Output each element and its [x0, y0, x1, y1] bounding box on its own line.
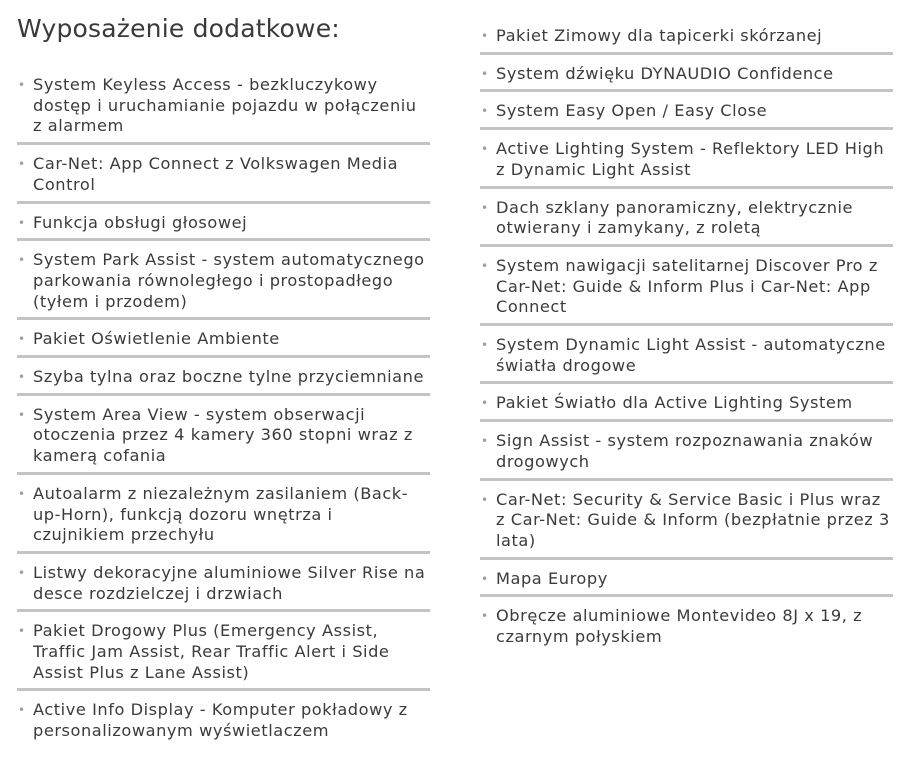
- equipment-item-text: Active Lighting System - Reflektory LED High z Dynamic Light Assist: [496, 139, 885, 179]
- equipment-item: [17, 691, 430, 746]
- equipment-list-left: [17, 66, 430, 747]
- equipment-item-text: Pakiet Światło dla Active Lighting System: [496, 393, 853, 413]
- bullet-icon: •: [481, 258, 489, 273]
- equipment-item: [480, 326, 893, 384]
- equipment-item-text: System Dynamic Light Assist - automatyczne światła drogowe: [496, 335, 886, 375]
- equipment-item-text: System Area View - system obserwacji otoczenia przez 4 kamery 360 stopni wraz z kamerą cofania: [33, 404, 413, 466]
- equipment-item: [17, 475, 430, 554]
- bullet-icon: •: [18, 78, 26, 92]
- equipment-item: [480, 92, 893, 130]
- equipment-item: [480, 189, 893, 247]
- equipment-item-text: Obręcze aluminiowe Montevideo 8J x 19, z czarnym połyskiem: [496, 606, 863, 647]
- equipment-item: [480, 247, 893, 326]
- bullet-icon: •: [481, 396, 489, 411]
- equipment-item: [17, 320, 430, 358]
- equipment-item-text: System Park Assist - system automatycznego parkowania równoległego i prostopadłego (tyłem i przodem): [33, 250, 425, 311]
- equipment-item-text: System dźwięku DYNAUDIO Confidence: [496, 63, 834, 83]
- equipment-item: [17, 204, 430, 242]
- equipment-item-text: Funkcja obsługi głosowej: [33, 212, 248, 232]
- equipment-item: [480, 130, 893, 188]
- bullet-icon: •: [18, 215, 26, 230]
- bullet-icon: •: [481, 142, 489, 157]
- equipment-item-text: Szyba tylna oraz boczne tylne przyciemniane: [33, 367, 424, 387]
- equipment-item-text: System nawigacji satelitarnej Discover Pro z Car-Net: Guide & Inform Plus i Car-Net: App Connect: [496, 255, 878, 317]
- equipment-item-text: System Easy Open / Easy Close: [496, 101, 768, 121]
- bullet-icon: •: [18, 486, 26, 501]
- bullet-icon: •: [18, 624, 26, 639]
- equipment-item-text: Active Info Display - Komputer pokładowy z personalizowanym wyświetlaczem: [33, 700, 408, 741]
- bullet-icon: •: [481, 492, 489, 507]
- equipment-item: [17, 358, 430, 396]
- equipment-item-text: Mapa Europy: [496, 568, 608, 588]
- section-title: Wyposażenie dodatkowe:: [17, 14, 340, 43]
- equipment-item: [17, 66, 430, 145]
- equipment-item-text: Dach szklany panoramiczny, elektrycznie otwierany i zamykany, z roletą: [496, 197, 854, 238]
- equipment-item-text: System Keyless Access - bezkluczykowy dostęp i uruchamianie pojazdu w połączeniu z alarmem: [33, 75, 417, 136]
- bullet-icon: •: [18, 157, 26, 172]
- bullet-icon: •: [18, 703, 26, 718]
- equipment-item-text: Pakiet Oświetlenie Ambiente: [33, 329, 280, 349]
- equipment-item-text: Car-Net: App Connect z Volkswagen Media Control: [33, 154, 399, 194]
- bullet-icon: •: [18, 253, 26, 268]
- equipment-item-text: Pakiet Zimowy dla tapicerki skórzanej: [496, 26, 823, 45]
- equipment-item: [480, 560, 893, 598]
- bullet-icon: •: [481, 434, 489, 449]
- equipment-item-text: Sign Assist - system rozpoznawania znaków drogowych: [496, 431, 874, 471]
- equipment-item: [17, 396, 430, 475]
- bullet-icon: •: [481, 66, 489, 81]
- equipment-item-text: Pakiet Drogowy Plus (Emergency Assist, Traffic Jam Assist, Rear Traffic Alert i Side Assist Plus z Lane Assist): [33, 621, 390, 682]
- bullet-icon: •: [18, 565, 26, 580]
- equipment-item: [480, 481, 893, 560]
- equipment-item: [480, 422, 893, 480]
- equipment-item-text: Car-Net: Security & Service Basic i Plus wraz z Car-Net: Guide & Inform (bezpłatnie przez 3 lata): [496, 489, 890, 550]
- equipment-list-right: [480, 17, 893, 653]
- bullet-icon: •: [18, 370, 26, 385]
- equipment-item: [17, 145, 430, 203]
- bullet-icon: •: [481, 200, 489, 215]
- equipment-item: [17, 241, 430, 320]
- bullet-icon: •: [481, 609, 489, 624]
- bullet-icon: •: [481, 104, 489, 119]
- equipment-item: [480, 384, 893, 422]
- equipment-item: [480, 597, 893, 652]
- bullet-icon: •: [481, 29, 489, 43]
- equipment-item: [17, 554, 430, 612]
- equipment-item: [17, 612, 430, 691]
- equipment-item: [480, 55, 893, 93]
- equipment-item: [480, 17, 893, 55]
- bullet-icon: •: [18, 332, 26, 347]
- bullet-icon: •: [18, 407, 26, 422]
- equipment-item-text: Autoalarm z niezależnym zasilaniem (Back-up-Horn), funkcją dozoru wnętrza i czujnikiem przechyłu: [33, 483, 409, 545]
- bullet-icon: •: [481, 571, 489, 586]
- equipment-item-text: Listwy dekoracyjne aluminiowe Silver Rise na desce rozdzielczej i drzwiach: [33, 562, 426, 603]
- bullet-icon: •: [481, 338, 489, 353]
